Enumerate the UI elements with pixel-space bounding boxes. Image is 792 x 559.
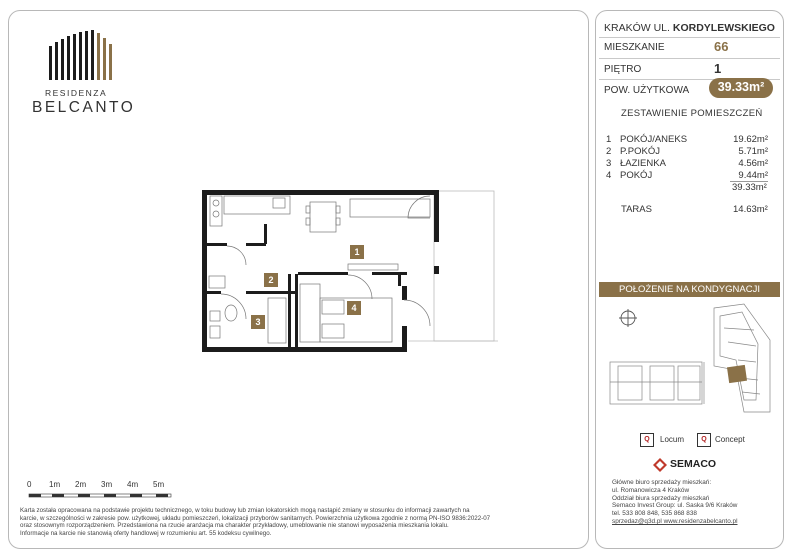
disclaimer-line: karcie, w szczególności w zakresie pow. użytkowej, układu pomieszczeń, lokalizacji przyborów sanitarnych. Powierzchnia użytkowa zgodnie z normą PN-ISO 9836:2022-07 bbox=[20, 514, 491, 522]
disclaimer bbox=[20, 507, 580, 537]
locum-logo bbox=[640, 432, 688, 450]
scale-label-0: 0 bbox=[27, 480, 32, 489]
plan-label-3: 3 bbox=[255, 317, 261, 327]
scale-label-5: 5m bbox=[153, 480, 165, 489]
terrace-value: 14.63m² bbox=[733, 204, 768, 215]
scale-label-1: 1m bbox=[49, 480, 61, 489]
room-area: 19.62m² bbox=[733, 134, 768, 145]
area-label: POW. UŻYTKOWA bbox=[604, 85, 690, 96]
rooms-total: 39.33m² bbox=[732, 182, 767, 193]
contact-links[interactable]: sprzedaz@q3d.pl www.residenzabelcanto.pl bbox=[612, 517, 738, 525]
semaco-logo bbox=[653, 457, 733, 473]
concept-label: Concept bbox=[715, 435, 745, 444]
room-number: 4 bbox=[606, 170, 612, 181]
area-value: 39.33m² bbox=[717, 80, 765, 94]
brand-logo bbox=[44, 28, 114, 80]
scale-label-4: 4m bbox=[127, 480, 139, 489]
room-row bbox=[606, 134, 768, 145]
room-area: 9.44m² bbox=[738, 170, 768, 181]
scale-bar bbox=[26, 480, 176, 502]
apartment-value: 66 bbox=[714, 39, 729, 54]
plan-label-2: 2 bbox=[268, 275, 274, 285]
plan-label-1: 1 bbox=[354, 247, 360, 257]
disclaimer-line: Karta została opracowana na podstawie projektu technicznego, w toku budowy lub zmian lokatorskich mogą nastąpić zmiany w stosunku do informacji zawartych na bbox=[20, 507, 470, 514]
scale-label-3: 3m bbox=[101, 480, 113, 489]
room-name: POKÓJ/ANEKS bbox=[620, 134, 688, 145]
room-row bbox=[606, 158, 768, 169]
floor-label: PIĘTRO bbox=[604, 64, 642, 75]
room-area: 4.56m² bbox=[738, 158, 768, 169]
floor-value: 1 bbox=[714, 61, 722, 76]
apartment-label: MIESZKANIE bbox=[604, 42, 665, 53]
divider bbox=[599, 37, 780, 38]
contact-info bbox=[612, 479, 782, 526]
semaco-icon bbox=[653, 458, 667, 472]
room-name: POKÓJ bbox=[620, 170, 653, 181]
room-number: 1 bbox=[606, 134, 612, 145]
room-number: 2 bbox=[606, 146, 612, 157]
q3d-icon: Q bbox=[640, 433, 654, 447]
rooms-heading: ZESTAWIENIE POMIESZCZEŃ bbox=[621, 108, 763, 119]
concept-logo bbox=[697, 432, 757, 450]
brand-name-small: RESIDENZA bbox=[45, 88, 108, 98]
terrace-label: TARAS bbox=[621, 204, 652, 215]
contact-line: tel. 533 808 848, 535 868 838 bbox=[612, 510, 697, 518]
contact-line: Oddział biura sprzedaży mieszkań bbox=[612, 494, 710, 502]
locum-label: Locum bbox=[660, 435, 685, 444]
room-row bbox=[606, 146, 768, 157]
address bbox=[604, 22, 775, 34]
room-area: 5.71m² bbox=[738, 146, 768, 157]
street-name: KORDYLEWSKIEGO bbox=[672, 22, 775, 34]
disclaimer-line: Informacje na karcie nie stanowią oferty handlowej w rozumieniu art. 55 kodeksu cywilnego. bbox=[20, 529, 272, 537]
city-prefix: KRAKÓW UL. bbox=[604, 22, 670, 34]
floor-plan bbox=[198, 186, 503, 354]
contact-line: Semaco Invest Group: ul. Saska 9/6 Kraków bbox=[612, 502, 738, 510]
contact-line: Główne biuro sprzedaży mieszkań: bbox=[612, 479, 712, 486]
brand-name-large: BELCANTO bbox=[32, 99, 136, 116]
plan-label-4: 4 bbox=[351, 303, 357, 313]
room-name: ŁAZIENKA bbox=[620, 158, 666, 169]
divider bbox=[599, 58, 780, 59]
room-name: P.POKÓJ bbox=[620, 146, 660, 157]
semaco-label: SEMACO bbox=[670, 458, 717, 470]
room-number: 3 bbox=[606, 158, 612, 169]
contact-line: ul. Romanowicza 4 Kraków bbox=[612, 486, 690, 494]
disclaimer-line: oraz stosownym rozporządzeniem. Przedstawiona na rzucie aranżacja ma charakter przykładowy, umeblowanie nie stanowi wyposażenia mieszkania lokalu. bbox=[20, 522, 449, 530]
room-row bbox=[606, 170, 768, 181]
q3d-icon: Q bbox=[697, 433, 711, 447]
scale-label-2: 2m bbox=[75, 480, 87, 489]
location-heading: POŁOŻENIE NA KONDYGNACJI bbox=[619, 284, 760, 295]
location-map bbox=[604, 300, 776, 418]
